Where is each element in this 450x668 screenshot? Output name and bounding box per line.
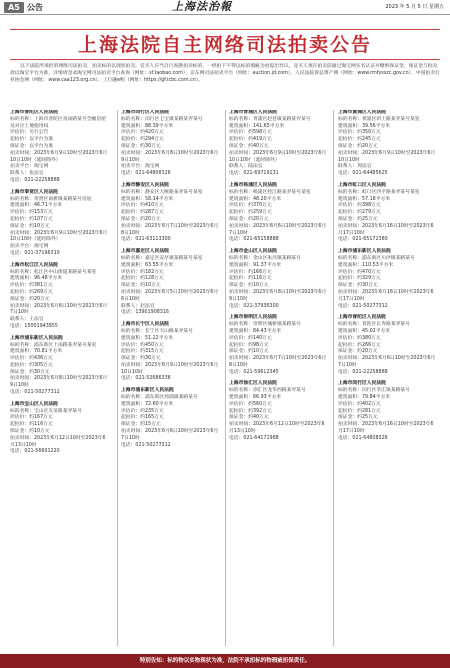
notice-line: 拍卖时间：2023年6月12日10时至2023年6月13日10时 <box>10 435 106 448</box>
notice-line: 建筑面积：91.37平方米 <box>229 262 282 268</box>
page-title: 上海法院自主网络司法拍卖公告 <box>77 34 372 56</box>
notice-line: 起拍价：约245万元 <box>338 137 381 143</box>
notice-line: 联系人：王法官 <box>10 317 44 323</box>
notice-line: 评估价：约167万元 <box>10 415 53 421</box>
notice-line: 电话：021-37936300 <box>229 303 279 309</box>
notice-line: 建筑面积：96.48平方米 <box>10 276 63 282</box>
notice-line: 建筑面积：51.22平方米 <box>121 335 174 341</box>
notice-line: 保证金：约20万元 <box>10 296 50 302</box>
issue-date: 2023 年 5 月 5 日 星期五 <box>385 4 444 10</box>
auction-notice <box>10 190 108 258</box>
notice-line: 建筑面积：88.39平方米 <box>121 123 174 129</box>
notice-line: 起拍价：约392万元 <box>229 408 272 414</box>
notice-line: 保证金：约20万元 <box>121 216 161 222</box>
notice-item: 标的名称：青浦区赵巷镇某路某弄某号 <box>229 116 311 122</box>
notice-line: 保证金：约40万元 <box>229 415 269 421</box>
notice-item: 标的名称：奉贤区南桥镇某路某号房屋 <box>10 196 92 202</box>
notice-line: 保证金：约10万元 <box>121 283 161 289</box>
notice-line: 起拍价：约281万元 <box>338 408 381 414</box>
notice-line: 保证金：约30万元 <box>10 369 50 375</box>
notice-line: 评估价：约370万元 <box>229 203 272 209</box>
notice-line: 拍卖平台：淘宝网 <box>10 164 49 170</box>
notice-line: 起拍价：约305万元 <box>10 362 53 368</box>
notice-line: 建筑面积：63.55平方米 <box>121 262 174 268</box>
notice-line: 起拍价：以平台为准 <box>10 137 54 143</box>
notice-line: 保证金：约10万元 <box>10 429 50 435</box>
notice-line: 评估价：约153万元 <box>10 210 53 216</box>
notice-column-2 <box>121 110 219 646</box>
notice-court: 上海市闵行区人民法院 <box>338 381 386 387</box>
notice-item: 标的名称：闵行区七宝镇某路某弄某号 <box>121 116 203 122</box>
notice-line: 拍卖时间：2023年6月16日10时至2023年6月17日10时 <box>338 422 434 435</box>
notice-item: 标的名称：杨浦区控江路某弄某号某室 <box>229 189 311 195</box>
notice-line: 电话：021-64808326 <box>338 435 388 441</box>
notice-line: 评估价：约436万元 <box>10 356 53 362</box>
notice-item: 标的名称：徐汇区龙华西路某弄某号 <box>229 388 306 394</box>
notice-line: 起拍价：约269万元 <box>10 289 53 295</box>
notice-line: 评估价：约450万元 <box>121 342 164 348</box>
notice-line: 评估价：约140万元 <box>229 335 272 341</box>
notice-column-3 <box>229 110 327 646</box>
notice-line: 评估价：约410万元 <box>121 203 164 209</box>
notice-court: 上海市黄浦区人民法院 <box>338 110 386 115</box>
notice-court: 上海市松江区人民法院 <box>10 262 58 268</box>
notice-court: 上海市宝山区人民法院 <box>10 401 58 407</box>
notice-court: 上海市嘉定区人民法院 <box>121 249 169 255</box>
auction-notice <box>338 315 436 376</box>
notice-line: 建筑面积：70.81平方米 <box>10 349 63 355</box>
notice-line: 电话：021-64485625 <box>338 171 388 177</box>
auction-notice <box>10 336 108 397</box>
notice-line: 拍卖时间：2023年6月5日10时至2023年6月6日10时 <box>121 289 219 302</box>
notice-line: 建筑面积：57.18平方米 <box>338 196 391 202</box>
notice-line: 建筑面积：84.43平方米 <box>229 328 282 334</box>
notice-line: 建筑面积：48.20平方米 <box>229 196 282 202</box>
notice-line: 保证金：以平台为准 <box>10 143 54 149</box>
notice-line: 评估价：约350万元 <box>338 130 381 136</box>
notice-line: 起拍价：约294万元 <box>121 137 164 143</box>
notice-item: 标的名称：静安区大统路某弄某号某室 <box>121 189 203 195</box>
notice-line: 拍卖时间：2023年6月6日10时至2023年6月7日10时 <box>121 429 219 441</box>
notice-line: 电话：021-50277312 <box>121 442 171 448</box>
auction-notice <box>121 388 219 449</box>
notice-line: 起拍价：约329万元 <box>338 276 381 282</box>
notice-line: 评估价：约235万元 <box>121 408 164 414</box>
notice-line: 起拍价：约259万元 <box>229 210 272 216</box>
notice-item: 标的名称：宝山区友谊路某弄某号 <box>10 408 82 414</box>
notice-line: 建筑面积：45.02平方米 <box>338 328 391 334</box>
notice-line: 拍卖时间：2023年6月6日10时至2023年6月7日10时 <box>10 303 108 316</box>
notice-court: 上海市长宁区人民法院 <box>121 322 169 328</box>
notice-line: 电话：021-37196310 <box>10 250 60 256</box>
auction-notice <box>10 110 108 185</box>
notice-line: 保证金：约30万元 <box>121 143 161 149</box>
notice-item: 标的名称：上海市普陀区真南路某号全幢房屋及对应土地使用权 <box>10 116 106 129</box>
notice-line: 电话：021-50277312 <box>10 390 60 396</box>
notice-court: 上海市杨浦区人民法院 <box>229 182 277 188</box>
section-label: 公告 <box>27 3 43 12</box>
notice-column-1 <box>10 110 108 646</box>
notice-line: 保证金：约40万元 <box>229 143 269 149</box>
notice-line: 拍卖时间：2023年6月9日10时至2023年6月10日10时（延时除外） <box>10 150 108 163</box>
notice-line: 拍卖时间：2023年6月7日10时至2023年6月8日10时 <box>229 356 327 368</box>
notice-item: 标的名称：普陀区长寿路某弄某号 <box>338 322 410 328</box>
notice-court: 上海市浦东新区人民法院 <box>10 335 63 341</box>
notice-line: 电话：021-52686336 <box>121 376 171 382</box>
notice-line: 建筑面积：141.65平方米 <box>229 123 285 129</box>
notice-court: 上海市青浦区人民法院 <box>229 110 277 115</box>
notice-line: 保证金：约10万元 <box>229 283 269 289</box>
notice-line: 拍卖时间：2023年6月6日10时至2023年6月7日10时 <box>338 356 436 368</box>
auction-notice <box>121 110 219 178</box>
notice-line: 电话：021-63113300 <box>121 237 171 243</box>
notice-line: 拍卖时间：2023年6月16日10时至2023年6月17日10时 <box>338 289 434 302</box>
notice-line: 拍卖时间：2023年6月8日10时至2023年6月9日10时 <box>121 150 219 163</box>
notice-court: 上海市浦东新区人民法院 <box>338 249 391 255</box>
auction-notice <box>229 249 327 310</box>
notice-line: 拍卖平台：淘宝网 <box>121 164 160 170</box>
notice-line: 拍卖时间：2023年6月8日10时至2023年6月9日10时 <box>10 376 108 389</box>
notice-line: 起拍价：约107万元 <box>10 216 53 222</box>
notice-line: 保证金：约20万元 <box>338 143 378 149</box>
notice-item: 标的名称：浦东新区上南路某弄某号某室 <box>10 342 97 348</box>
notice-court: 上海市浦东新区人民法院 <box>121 388 174 394</box>
notice-line: 起拍价：约116万元 <box>229 276 272 282</box>
notice-line: 保证金：约30万元 <box>121 356 161 362</box>
notice-item: 标的名称：金山区朱泾镇某路某号 <box>229 255 301 261</box>
notice-line: 保证金：约25万元 <box>338 216 378 222</box>
notice-column-4 <box>338 110 436 646</box>
auction-notice <box>121 322 219 383</box>
notice-court: 上海市崇明区人民法院 <box>229 315 277 321</box>
notice-line: 起拍价：约116万元 <box>10 422 53 428</box>
notice-item: 标的名称：虹口区四平路某弄某号某室 <box>338 189 420 195</box>
notice-line: 电话：021-50277312 <box>338 303 388 309</box>
notice-line: 电话：021-56601220 <box>10 449 60 455</box>
notice-line: 拍卖时间：2023年6月9日10时至2023年6月10日10时 <box>338 150 436 163</box>
notice-item: 标的名称：闵行区莘庄镇某路某号 <box>338 388 410 394</box>
auction-notice <box>229 315 327 376</box>
notice-line: 评估价：约398万元 <box>338 203 381 209</box>
notice-item: 标的名称：浦东新区川沙镇某路某号 <box>338 255 415 261</box>
auction-notice <box>338 249 436 310</box>
notice-line: 建筑面积：72.60平方米 <box>121 401 174 407</box>
notice-line: 评估价：约182万元 <box>121 269 164 275</box>
notice-line: 建筑面积：110.53平方米 <box>338 262 394 268</box>
notice-line: 拍卖时间：2023年6月6日10时至2023年6月7日10时 <box>229 223 327 236</box>
notice-item: 标的名称：浦东新区周浦镇某路某号 <box>121 395 198 401</box>
title-rule-top <box>10 29 440 30</box>
notice-line: 建筑面积：79.84平方米 <box>338 395 391 401</box>
auction-notice <box>121 249 219 317</box>
notice-line: 保证金：约30万元 <box>338 283 378 289</box>
newspaper-masthead: 上海法治報 <box>172 0 232 13</box>
notice-line: 保证金：约20万元 <box>229 216 269 222</box>
notice-item: 标的名称：长宁区天山路某弄某号 <box>121 328 193 334</box>
notice-line: 联系人：赵法官 <box>121 303 155 309</box>
notice-line: 拍卖时间：2023年6月9日10时至2023年6月10日10时 <box>121 362 219 375</box>
page-number-badge: A5 <box>4 2 24 13</box>
notice-line: 建筑面积：46.71平方米 <box>10 203 63 209</box>
notice-line: 建筑面积：66.93平方米 <box>229 395 282 401</box>
notice-line: 保证金：约15万元 <box>121 422 161 428</box>
notice-line: 建筑面积：39.56平方米 <box>338 123 391 129</box>
notice-line: 保证金：约20万元 <box>338 349 378 355</box>
notice-line: 评估价：约598万元 <box>229 130 272 136</box>
notice-line: 拍卖时间：2023年6月9日10时至2023年6月10日10时（延时除外） <box>10 230 108 243</box>
notice-line: 拍卖时间：2023年6月12日10时至2023年6月13日10时 <box>229 422 325 435</box>
notice-court: 上海市奉贤区人民法院 <box>10 189 58 195</box>
footer-notice: 特别告知：标的物以实物现状为准，法院不承担标的物瑕疵担保责任。 <box>0 654 450 668</box>
notice-line: 起拍价：约98万元 <box>229 342 269 348</box>
notice-line: 电话：021-22258888 <box>10 177 60 183</box>
notice-line: 电话：021-22258888 <box>338 369 388 375</box>
auction-notice <box>229 110 327 178</box>
notice-line: 起拍价：约287万元 <box>121 210 164 216</box>
notice-line: 电话：15001943955 <box>10 323 58 329</box>
notice-item: 标的名称：松江区中山街道某路某号某室 <box>10 269 97 275</box>
auction-notice <box>121 183 219 244</box>
notice-line: 起拍价：约165万元 <box>121 415 164 421</box>
notice-line: 拍卖平台：淘宝网 <box>10 244 49 250</box>
column-divider <box>333 110 334 646</box>
notice-court: 上海市徐汇区人民法院 <box>229 381 277 387</box>
notice-line: 保证金：约10万元 <box>229 349 269 355</box>
notice-line: 评估价：约402万元 <box>338 401 381 407</box>
notice-line: 评估价：另行公告 <box>10 130 49 136</box>
notice-line: 建筑面积：58.14平方米 <box>121 196 174 202</box>
notice-line: 拍卖时间：2023年6月16日10时至2023年6月17日10时 <box>338 223 434 236</box>
title-rule-bottom <box>10 59 440 60</box>
page-header <box>0 0 450 15</box>
auction-notice <box>338 110 436 178</box>
notice-line: 保证金：约25万元 <box>338 415 378 421</box>
notice-line: 拍卖时间：2023年6月7日10时至2023年6月8日10时 <box>121 223 219 236</box>
notice-court: 上海市闵行区人民法院 <box>121 110 169 115</box>
notice-line: 评估价：约470万元 <box>338 269 381 275</box>
notice-line: 起拍价：约266万元 <box>338 342 381 348</box>
notice-line: 保证金：约10万元 <box>10 223 50 229</box>
notice-line: 起拍价：约419万元 <box>229 137 272 143</box>
notice-line: 评估价：约166万元 <box>229 269 272 275</box>
notice-court: 上海市金山区人民法院 <box>229 249 277 255</box>
auction-notice <box>338 183 436 244</box>
notice-line: 起拍价：约128万元 <box>121 276 164 282</box>
notice-line: 电话：021-64171988 <box>229 435 279 441</box>
notice-columns <box>10 110 440 646</box>
notice-line: 电话：021-64808326 <box>121 171 171 177</box>
column-divider <box>117 110 118 646</box>
notice-court: 上海市静安区人民法院 <box>121 182 169 188</box>
auction-notice <box>10 402 108 456</box>
notice-line: 拍卖时间：2023年6月9日10时至2023年6月10日10时（延时除外） <box>229 150 327 163</box>
notice-line: 电话：021-65172380 <box>338 237 388 243</box>
notice-item: 标的名称：嘉定区安亭镇某路某号某室 <box>121 255 203 261</box>
notice-line: 电话：13901908316 <box>121 310 169 316</box>
notice-item: 标的名称：崇明区城桥镇某路某号 <box>229 322 301 328</box>
notice-line: 电话：021-59612345 <box>229 369 279 375</box>
notice-line: 起拍价：约279万元 <box>338 210 381 216</box>
notice-item: 标的名称：黄浦区斜土路某弄某号某室 <box>338 116 420 122</box>
notice-line: 评估价：约420万元 <box>121 130 164 136</box>
notice-line: 联系人：陆法官 <box>229 164 263 170</box>
auction-notice <box>229 183 327 244</box>
notice-court: 上海市普陀区人民法院 <box>10 110 58 115</box>
notice-line: 电话：021-69719131 <box>229 171 279 177</box>
auction-notice <box>229 381 327 442</box>
intro-text: 以下法院所承担的网络司法拍卖，拍卖标的以现状拍卖，竞买人应当自行查勘拍卖标的，一经拍下不得以标的瑕疵为由提出异议。竞买人须在拍卖前通过淘宝网实名认证并缴纳保证金，保证金与拍卖款以淘宝平台为准，详情请登录淘宝网司法拍卖平台查询（网址：sf.taobao.com）、京东网司法拍卖平台（网址：auction.jd.com）、人民法院诉讼资产网（网址：www.rmfysszc.gov.cn）、中国拍卖行业协会网（网址：www.caa123.org.cn）、工行融e购（网址：https://gf.icbc.com.cn）。 <box>10 64 440 84</box>
notice-line: 联系人：张法官 <box>10 171 44 177</box>
auction-notice <box>338 381 436 442</box>
notice-line: 联系人：周法官 <box>338 164 372 170</box>
auction-notice <box>10 263 108 331</box>
notice-line: 评估价：约381万元 <box>10 283 53 289</box>
notice-line: 拍卖时间：2023年6月8日10时至2023年6月9日10时 <box>229 289 327 302</box>
intro-paragraph <box>10 63 440 107</box>
notice-line: 电话：021-65158888 <box>229 237 279 243</box>
notice-line: 评估价：约560万元 <box>229 401 272 407</box>
notice-court: 上海市虹口区人民法院 <box>338 182 386 188</box>
notice-court: 上海市普陀区人民法院 <box>338 315 386 321</box>
notice-line: 评估价：约380万元 <box>338 335 381 341</box>
column-divider <box>225 110 226 646</box>
notice-line: 起拍价：约315万元 <box>121 349 164 355</box>
